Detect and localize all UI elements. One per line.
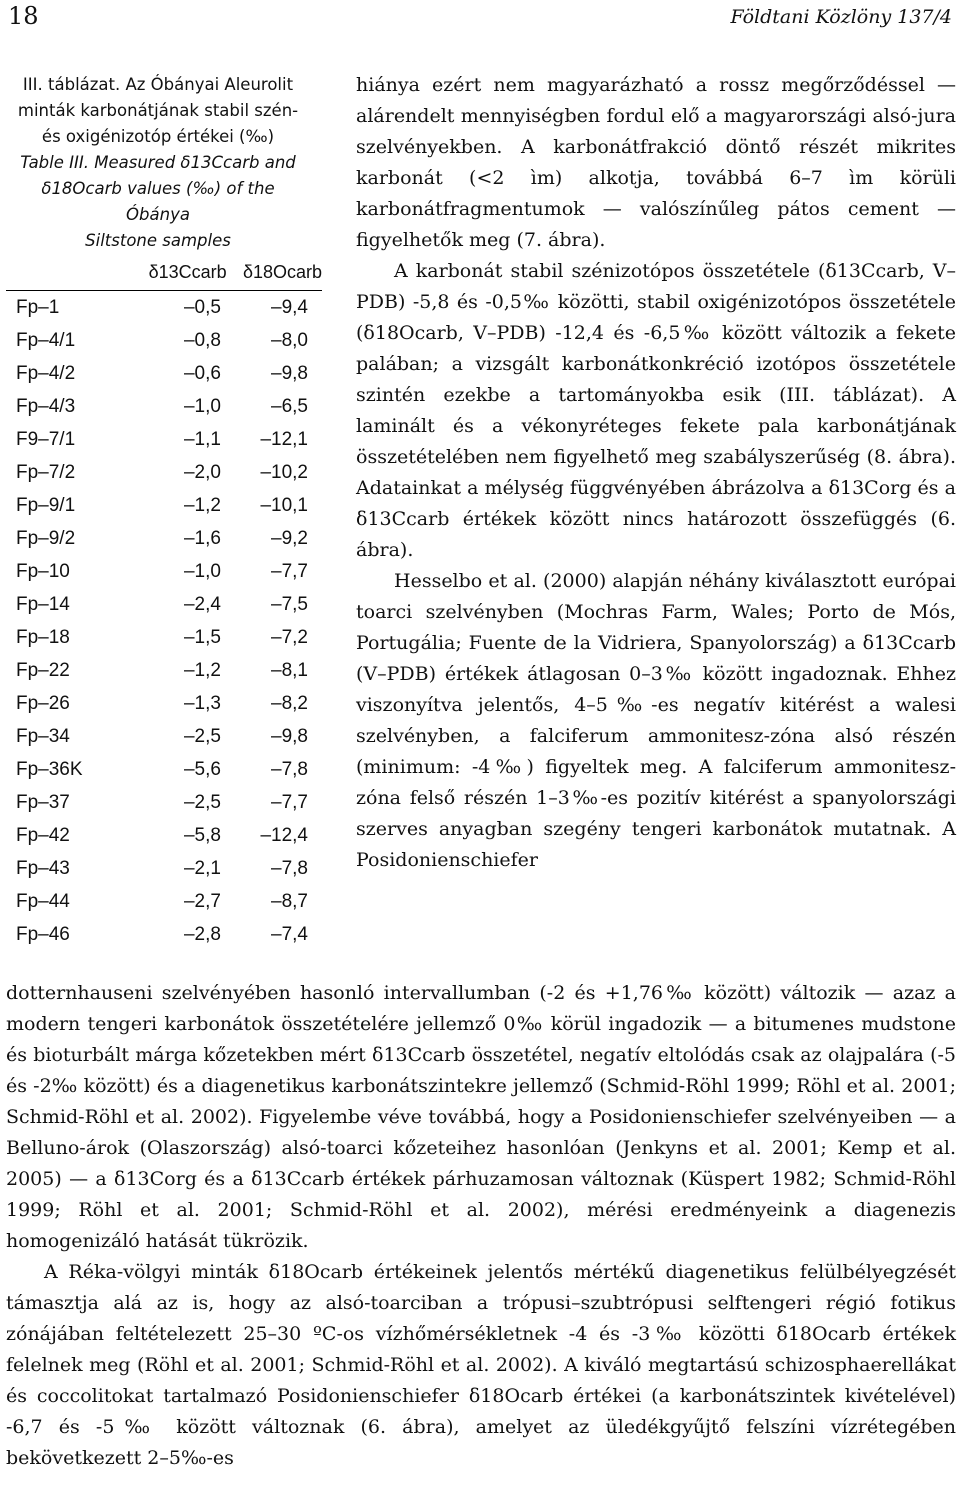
sample-id-cell: Fp–10 [16, 560, 70, 582]
d13c-cell: –1,5 [183, 626, 221, 648]
sample-id-cell: Fp–4/1 [16, 329, 76, 351]
table-row [6, 588, 322, 621]
d13c-cell: –5,6 [183, 758, 221, 780]
caption-en-line-1: Table III. Measured δ13Ccarb and [20, 153, 296, 172]
table-row [6, 555, 322, 588]
sample-id-cell: F9–7/1 [16, 428, 76, 450]
table-row [6, 852, 322, 885]
d13c-cell: –2,8 [183, 923, 221, 945]
d18o-cell: –8,7 [271, 890, 308, 912]
caption-hu-line-1: III. táblázat. Az Óbányai Aleurolit [22, 75, 294, 94]
d13c-cell: –2,7 [183, 890, 221, 912]
table-header-d18o: δ18Ocarb [243, 254, 322, 291]
table-row [6, 654, 322, 687]
d18o-cell: –7,8 [271, 758, 308, 780]
table-row [6, 720, 322, 753]
d18o-cell: –9,2 [271, 527, 308, 549]
paragraph-3-end: dotternhauseni szelvényében hasonló intervallumban (-2 és +1,76‰ között) változik — azaz a modern tengeri karbonátok összetételére jellemző 0‰ körül ingadozik — a bitumenes mudstone és bioturbált márga kőzetekben mért δ13Ccarb összetétel, negatív eltolódás csak az olajpalára (-5 és -2‰ között) és a diagenetikus karbonátszintekre jellemző (Schmid-Röhl 1999; Röhl et al. 2001; Schmid-Röhl et al. 2002). Figyelembe véve továbbá, hogy a Posidonienschiefer szelvényeiben — a Belluno-árok (Olaszország) alsó-toarci kőzeteihez hasonlóan (Jenkyns et al. 2001; Kemp et al. 2005) — a δ13Corg és a δ13Ccarb értékek párhuzamosan változnak (Küspert 1982; Schmid-Röhl 1999; Röhl et al. 2001; Schmid-Röhl et al. 2002), mérési eredményeink a diagenezis homogenizáló hatását tükrözik. [6, 982, 956, 1252]
table-caption [8, 72, 308, 254]
d13c-cell: –0,8 [183, 329, 221, 351]
page-header [8, 2, 952, 32]
sample-id-cell: Fp–43 [16, 857, 70, 879]
table-row [6, 522, 322, 555]
d13c-cell: –1,3 [183, 692, 221, 714]
sample-id-cell: Fp–26 [16, 692, 70, 714]
d13c-cell: –1,2 [183, 494, 221, 516]
sample-id-cell: Fp–14 [16, 593, 70, 615]
d18o-cell: –7,7 [271, 791, 308, 813]
sample-id-cell: Fp–22 [16, 659, 70, 681]
caption-en-line-3: Siltstone samples [85, 231, 231, 250]
d13c-cell: –2,5 [183, 725, 221, 747]
d13c-cell: –1,6 [183, 527, 221, 549]
table-row [6, 456, 322, 489]
right-column-text [356, 70, 956, 876]
table-row [6, 357, 322, 390]
sample-id-cell: Fp–9/1 [16, 494, 76, 516]
table-row [6, 786, 322, 819]
d13c-cell: –0,5 [183, 296, 221, 318]
isotope-data-table [6, 254, 322, 951]
d18o-cell: –6,5 [271, 395, 308, 417]
table-row [6, 753, 322, 786]
sample-id-cell: Fp–46 [16, 923, 70, 945]
d13c-cell: –2,1 [183, 857, 221, 879]
d18o-cell: –8,2 [271, 692, 308, 714]
d13c-cell: –1,2 [183, 659, 221, 681]
d13c-cell: –2,4 [183, 593, 221, 615]
table-header-row [6, 254, 322, 291]
d18o-cell: –7,7 [271, 560, 308, 582]
d18o-cell: –9,8 [271, 725, 308, 747]
sample-id-cell: Fp–34 [16, 725, 70, 747]
sample-id-cell: Fp–44 [16, 890, 70, 912]
table-row [6, 687, 322, 720]
table-header-sample [6, 254, 132, 291]
full-width-text [6, 978, 956, 1474]
paragraph-1: hiánya ezért nem magyarázható a rossz megőrződéssel — alárendelt mennyiségben fordul elő a magyarországi alsó-jura szelvényekben. A karbonátfrakció döntő részét mikrites karbonát (<2 ìm) alkotja, továbbá 6–7 ìm körüli karbonátfragmentumok — valószínűleg pátos cement — figyelhetők meg (7. ábra). [356, 74, 956, 251]
d13c-cell: –1,1 [183, 428, 221, 450]
sample-id-cell: Fp–7/2 [16, 461, 76, 483]
d18o-cell: –8,0 [271, 329, 308, 351]
sample-id-cell: Fp–4/3 [16, 395, 76, 417]
page-number: 18 [8, 2, 39, 30]
sample-id-cell: Fp–42 [16, 824, 70, 846]
d13c-cell: –2,0 [183, 461, 221, 483]
table-row [6, 423, 322, 456]
d13c-cell: –1,0 [183, 395, 221, 417]
table-row [6, 918, 322, 951]
sample-id-cell: Fp–1 [16, 296, 60, 318]
table-row [6, 390, 322, 423]
d13c-cell: –5,8 [183, 824, 221, 846]
d18o-cell: –7,2 [271, 626, 308, 648]
table-header-d13c: δ13Ccarb [132, 254, 243, 291]
table-row [6, 324, 322, 357]
table-row [6, 489, 322, 522]
d18o-cell: –7,8 [271, 857, 308, 879]
d13c-cell: –0,6 [183, 362, 221, 384]
d13c-cell: –1,0 [183, 560, 221, 582]
caption-hu-line-3: és oxigénizotóp értékei (‰) [41, 127, 275, 146]
journal-title: Földtani Közlöny 137/4 [730, 6, 952, 28]
table-row [6, 819, 322, 852]
paragraph-2: A karbonát stabil szénizotópos összetétele (δ13Ccarb, V–PDB) -5,8 és -0,5‰ közötti, stabil oxigénizotópos összetétele (δ18Ocarb, V–PDB) -12,4 és -6,5‰ között változik a fekete palában; a vizsgált karbonátkonkréció izotópos összetétele szintén ezekbe a tartományokba esik (III. táblázat). A laminált és a vékonyréteges fekete pala karbonátjának összetételében nem figyelhető meg szabályszerűség (8. ábra). Adatainkat a mélység függvényében ábrázolva a δ13Corg és a δ13Ccarb értékek között nincs határozott összefüggés (6. ábra). [356, 260, 956, 561]
sample-id-cell: Fp–37 [16, 791, 70, 813]
d18o-cell: –7,5 [271, 593, 308, 615]
d13c-cell: –2,5 [183, 791, 221, 813]
table-row [6, 885, 322, 918]
d18o-cell: –9,8 [271, 362, 308, 384]
sample-id-cell: Fp–9/2 [16, 527, 76, 549]
paragraph-3-start: Hesselbo et al. (2000) alapján néhány kiválasztott európai toarci szelvényben (Mochras Farm, Wales; Porto de Mós, Portugália; Fuente de la Vidriera, Spanyolország) a δ13Ccarb (V–PDB) értékek átlagosan 0–3‰ között ingadoznak. Ehhez viszonyítva jelentős, 4–5‰-es negatív kitérést a walesi szelvényben, a falciferum ammonitesz-zóna alsó részén (minimum: -4‰) figyeltek meg. A falciferum ammonitesz-zóna felső részén 1–3‰-es pozitív kitérést a spanyolországi szerves anyagban szegény tengeri karbonátok mutatnak. A Posidonienschiefer [356, 570, 956, 871]
d18o-cell: –7,4 [271, 923, 308, 945]
table-body [6, 291, 322, 952]
paragraph-4: A Réka-völgyi minták δ18Ocarb értékeinek jelentős mértékű diagenetikus felülbélyegzését támasztja alá az is, hogy az alsó-toarciban a trópusi–szubtrópusi selftengeri régió fotikus zónájában feltételezett 25–30 ºC-os vízhőmérsékletnek -4 és -3‰ közötti δ18Ocarb értékek felelnek meg (Röhl et al. 2001; Schmid-Röhl et al. 2002). A kiváló megtartású schizosphaerellákat és coccolitokat tartalmazó Posidonienschiefer δ18Ocarb értékei (a karbonátszintek kivételével) -6,7 és -5‰ között változnak (6. ábra), amelyet az üledékgyűjtő felszíni vízrétegében bekövetkezett 2–5‰-es [6, 1261, 956, 1469]
table-row [6, 621, 322, 654]
sample-id-cell: Fp–4/2 [16, 362, 76, 384]
sample-id-cell: Fp–36K [16, 758, 83, 780]
d18o-cell: –12,4 [260, 824, 308, 846]
d18o-cell: –10,1 [260, 494, 308, 516]
caption-en-line-2: δ18Ocarb values (‰) of the Óbánya [41, 179, 275, 224]
d18o-cell: –9,4 [271, 296, 308, 318]
d18o-cell: –12,1 [260, 428, 308, 450]
caption-hu-line-2: minták karbonátjának stabil szén- [17, 101, 299, 120]
table-row [6, 291, 322, 325]
d18o-cell: –8,1 [271, 659, 308, 681]
d18o-cell: –10,2 [260, 461, 308, 483]
sample-id-cell: Fp–18 [16, 626, 70, 648]
